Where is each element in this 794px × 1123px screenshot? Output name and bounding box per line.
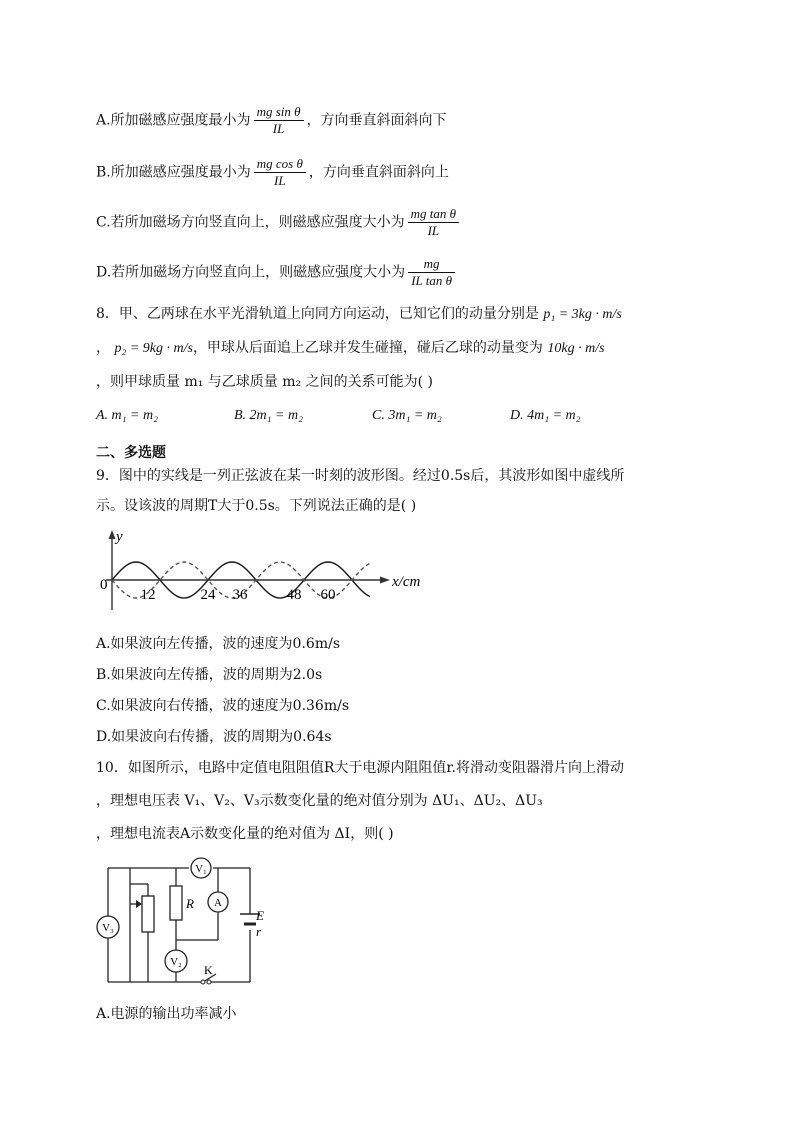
q9-option-b: B.如果波向左传播，波的周期为2.0s [96,667,323,683]
x-tick-60: 60 [320,587,336,603]
q8-stem-line3: ，则甲球质量 m₁ 与乙球质量 m₂ 之间的关系可能为( ) [96,374,433,390]
q8-p2: p₂ = 9kg · m/s [114,341,193,356]
wave-figure [96,528,436,618]
q10-stem-line3: ，理想电流表A示数变化量的绝对值为 ΔI，则( ) [96,826,394,842]
q8-option-c: C. 3m₁ = m₂ [372,408,442,423]
q8-option-a: A. m₁ = m₂ [96,408,158,423]
x-tick-48: 48 [286,587,302,603]
q9-option-d: D.如果波向右传播，波的周期为0.64s [96,729,332,745]
q7-option-d-fraction: $\frac{mg}{\text{IL tan θ}}$ [408,256,455,289]
y-axis-arrow [109,530,116,539]
x-axis-arrow [380,577,390,584]
v2-label: V₂ [170,956,182,968]
y-axis-label: y [116,529,123,545]
v1-label: V₁ [195,863,207,875]
q7-option-b-text: B.所加磁感应强度最小为 [96,164,251,181]
q8-p2-after: 10kg · m/s [547,341,605,356]
q9-stem-line2: 示。设该波的周期T大于0.5s。下列说法正确的是( ) [96,498,417,514]
resistor-r-label: R [186,896,194,911]
v3-label: V₃ [102,922,114,934]
q7-option-b: B.所加磁感应强度最小为 $\frac{\text{mg cos θ}}{IL}$ ，方向垂直斜面斜向上 [96,156,449,188]
q8-option-d: D. 4m₁ = m₂ [510,408,581,423]
q8-stem-line1: 8．甲、乙两球在水平光滑轨道上向同方向运动，已知它们的动量分别是 p₁ = 3kg · m/s [96,306,622,322]
q7-option-d [96,256,458,289]
q7-option-b-fraction: $\frac{\text{mg cos θ}}{IL}$ [254,156,306,189]
rheostat-slider-arrow [136,900,142,908]
q7-option-d-text: D.若所加磁场方向竖直向上，则磁感应强度大小为 [96,264,406,281]
q8-options [96,406,696,426]
q10-stem-line1: 10．如图所示，电路中定值电阻阻值R大于电源内阻阻值r.将滑动变阻器滑片向上滑动 [96,760,624,776]
emf-label: E [256,908,264,923]
internal-r-label: r [256,924,262,939]
switch-k-label: K [204,963,213,977]
q7-option-a-text: A.所加磁感应强度最小为 [96,112,251,129]
q9-option-a: A.如果波向左传播，波的速度为0.6m/s [96,636,341,652]
ammeter-label: A [214,897,222,909]
origin-label: 0 [100,577,108,593]
q7-option-c-fraction: $\frac{\text{mg tan θ}}{IL}$ [408,206,459,239]
x-axis-label: x/cm [392,574,421,590]
x-tick-24: 24 [200,587,216,603]
q8-stem-line2: ， p₂ = 9kg · m/s，甲球从后面追上乙球并发生碰撞，碰后乙球的动量变为 10kg · m/s [96,340,605,356]
q7-option-a-fraction: $\frac{\text{mg sin θ}}{IL}$ [254,104,304,137]
q9-option-c: C.如果波向右传播，波的速度为0.36m/s [96,698,350,714]
q7-option-c [96,206,462,239]
q8-option-b: B. 2m₁ = m₂ [234,408,303,423]
switch-contact-left [201,980,205,984]
circuit-figure [96,854,286,994]
q9-stem-line1: 9．图中的实线是一列正弦波在某一时刻的波形图。经过0.5s后，其波形如图中虚线所 [96,468,625,484]
q8-p1: p₁ = 3kg · m/s [543,307,622,322]
q10-stem-line2: ，理想电压表 V₁、V₂、V₃示数变化量的绝对值分别为 ΔU₁、ΔU₂、ΔU₃ [96,793,543,809]
switch-contact-right [207,980,211,984]
section-heading: 二、多选题 [96,445,166,461]
x-tick-12: 12 [140,587,156,603]
q7-option-c-text: C.若所加磁场方向竖直向上，则磁感应强度大小为 [96,214,405,231]
q7-option-a: A.所加磁感应强度最小为 $\frac{\text{mg sin θ}}{IL}$ ，方向垂直斜面斜向下 [96,104,447,136]
x-tick-36: 36 [232,587,248,603]
q10-option-a: A.电源的输出功率减小 [96,1006,237,1022]
